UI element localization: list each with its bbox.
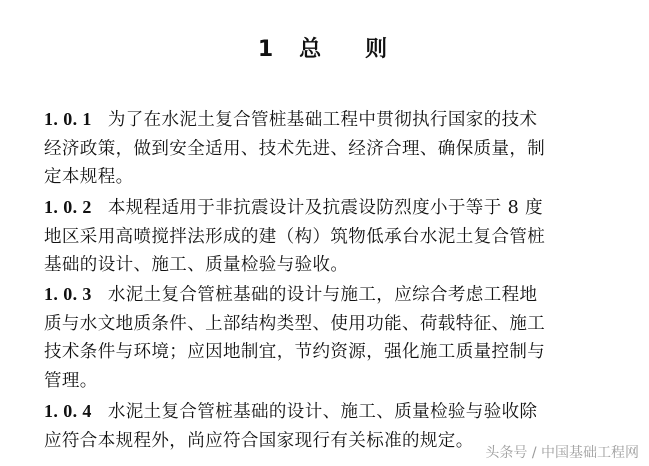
- clause-text: 地区采用高喷搅拌法形成的建（构）筑物低承台水泥土复合管桩: [44, 226, 546, 247]
- clause-text: 质与水文地质条件、上部结构类型、使用功能、荷载特征、施工: [44, 313, 546, 334]
- clause-text: 水泥土复合管桩基础的设计与施工，应综合考虑工程地: [107, 285, 538, 305]
- clause-line: [44, 105, 604, 135]
- clause-line: [44, 280, 604, 310]
- chapter-title-char-2: 则: [365, 37, 392, 62]
- clause-text: 基础的设计、施工、质量检验与验收。: [44, 255, 349, 275]
- clause-text: 经济政策，做到安全适用、技术先进、经济合理、确保质量，制: [44, 138, 546, 159]
- clause-number: 1. 0. 1: [44, 109, 92, 129]
- clause-text: 定本规程。: [44, 167, 134, 187]
- clause-number: 1. 0. 4: [44, 401, 92, 421]
- chapter-title: [0, 32, 649, 63]
- clause-line: [44, 193, 604, 223]
- clause-1-0-1: [44, 105, 604, 192]
- clause-1-0-2: [44, 193, 604, 280]
- watermark: 头条号 / 中国基础工程网: [485, 445, 639, 461]
- clause-text: 技术条件与环境；应因地制宜，节约资源，强化施工质量控制与: [44, 342, 546, 362]
- clause-text: 应符合本规程外，尚应符合国家现行有关标准的规定。: [44, 430, 474, 451]
- clause-1-0-3: [44, 280, 604, 395]
- clause-text: 本规程适用于非抗震设计及抗震设防烈度小于等于 8 度: [107, 198, 543, 218]
- chapter-title-char-1: 总: [299, 37, 326, 62]
- clause-line: [44, 397, 604, 427]
- clause-number: 1. 0. 2: [44, 197, 92, 217]
- clause-text: 水泥土复合管桩基础的设计、施工、质量检验与验收除: [107, 402, 538, 422]
- chapter-number: 1: [257, 37, 278, 62]
- clause-text: 管理。: [44, 370, 98, 391]
- clause-number: 1. 0. 3: [44, 284, 92, 304]
- clause-text: 为了在水泥土复合管桩基础工程中贯彻执行国家的技术: [107, 110, 538, 130]
